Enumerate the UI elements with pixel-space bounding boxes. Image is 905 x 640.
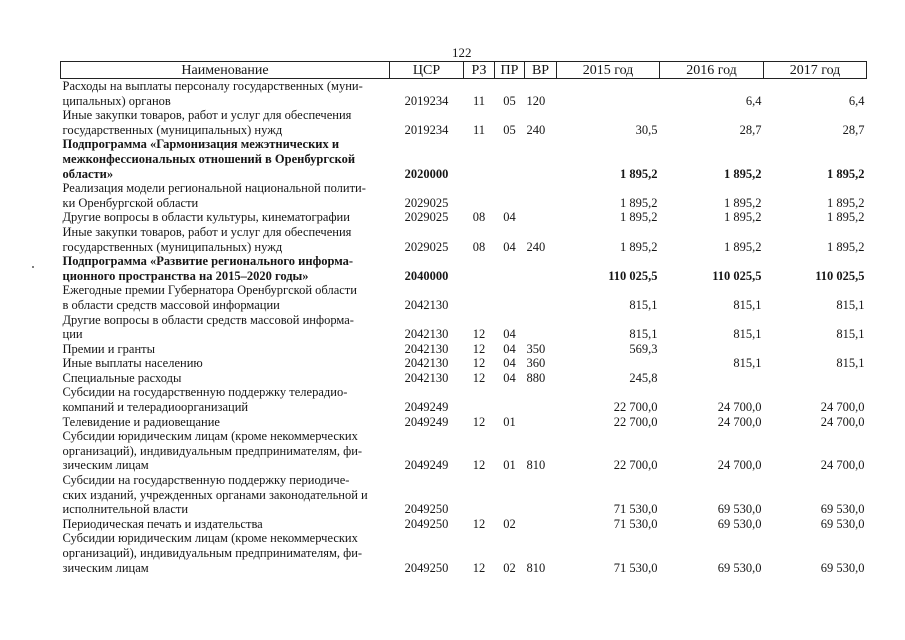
- cell-pr: [495, 283, 525, 312]
- cell-2015: 1 895,2: [620, 210, 658, 225]
- cell-csr: 2019234: [404, 93, 449, 108]
- cell-rz: 12: [472, 414, 486, 429]
- name-line: Подпрограмма «Развитие регионального информа-: [62, 254, 354, 269]
- cell-vr: [525, 385, 557, 414]
- cell-vr: [525, 313, 557, 342]
- table-row: [61, 531, 867, 575]
- name-line: Субсидии на государственную поддержку периодиче-: [62, 473, 350, 488]
- header-csr: ЦСР: [390, 62, 464, 79]
- cell-name: [61, 517, 390, 532]
- cell-name: [61, 181, 390, 210]
- cell-csr: 2049249: [404, 400, 449, 415]
- cell-csr: 2029025: [404, 210, 449, 225]
- cell-vr: [525, 283, 557, 312]
- header-name: Наименование: [61, 62, 390, 79]
- table-row: [61, 283, 867, 312]
- cell-2016: 815,1: [733, 356, 762, 371]
- cell-pr: 04: [503, 327, 516, 342]
- cell-rz: [464, 283, 495, 312]
- cell-csr: 2049250: [404, 502, 449, 517]
- cell-csr: 2019234: [404, 122, 449, 137]
- cell-rz: 12: [472, 370, 486, 385]
- cell-2015: 110 025,5: [608, 268, 658, 283]
- cell-name: [61, 473, 390, 517]
- cell-rz: 11: [472, 122, 486, 137]
- name-line: зическим лицам: [62, 560, 149, 575]
- name-line: ских изданий, учрежденных органами законодательной и: [62, 487, 368, 502]
- cell-rz: 12: [472, 458, 486, 473]
- cell-pr: [495, 473, 525, 517]
- table-row: [61, 225, 867, 254]
- cell-2017: 24 700,0: [820, 458, 865, 473]
- cell-2016: 24 700,0: [717, 414, 762, 429]
- name-line: Иные закупки товаров, работ и услуг для обеспечения: [62, 224, 352, 239]
- cell-pr: 04: [503, 356, 516, 371]
- cell-csr: 2029025: [404, 239, 449, 254]
- name-line: ципальных) органов: [62, 93, 171, 108]
- name-line: Другие вопросы в области культуры, кинематографии: [62, 210, 350, 225]
- cell-2017: 24 700,0: [820, 400, 865, 415]
- cell-vr: 810: [526, 458, 546, 473]
- header-2016: 2016 год: [660, 62, 764, 79]
- cell-2015: 1 895,2: [620, 195, 658, 210]
- cell-vr: [525, 137, 557, 181]
- header-2017: 2017 год: [764, 62, 867, 79]
- cell-2017: [764, 342, 867, 357]
- cell-2015: [557, 79, 660, 109]
- cell-2017: 815,1: [836, 297, 865, 312]
- cell-name: [61, 356, 390, 371]
- name-line: государственных (муниципальных) нужд: [62, 122, 283, 137]
- table-row: [61, 79, 867, 109]
- cell-2017: 1 895,2: [827, 195, 865, 210]
- cell-csr: 2049250: [404, 560, 449, 575]
- cell-name: [61, 108, 390, 137]
- cell-2017: 1 895,2: [827, 210, 865, 225]
- name-line: Ежегодные премии Губернатора Оренбургской области: [62, 283, 357, 298]
- cell-2017: 69 530,0: [820, 560, 865, 575]
- cell-name: [61, 137, 390, 181]
- header-rz: РЗ: [464, 62, 495, 79]
- name-line: Субсидии на государственную поддержку телерадио-: [62, 385, 348, 400]
- cell-pr: 01: [503, 414, 516, 429]
- name-line: Субсидии юридическим лицам (кроме некоммерческих: [62, 531, 358, 546]
- cell-pr: 01: [503, 458, 516, 473]
- cell-pr: 04: [503, 370, 516, 385]
- name-line: Телевидение и радиовещание: [62, 414, 220, 429]
- cell-2017: 815,1: [836, 356, 865, 371]
- page-number: 122: [452, 45, 472, 60]
- cell-vr: [525, 210, 557, 225]
- cell-2016: 69 530,0: [717, 516, 762, 531]
- cell-vr: 880: [526, 370, 546, 385]
- cell-csr: 2020000: [404, 166, 449, 181]
- cell-2015: 815,1: [629, 297, 658, 312]
- table-row: [61, 137, 867, 181]
- cell-vr: [525, 415, 557, 430]
- name-line: организаций), индивидуальным предпринимателям, фи-: [62, 546, 363, 560]
- cell-2016: 1 895,2: [724, 195, 762, 210]
- cell-vr: [525, 254, 557, 283]
- cell-csr: 2042130: [404, 370, 449, 385]
- cell-2016: [660, 371, 764, 386]
- table-row: [61, 181, 867, 210]
- name-line: исполнительной власти: [62, 502, 189, 517]
- table-row: [61, 313, 867, 342]
- cell-vr: [525, 181, 557, 210]
- cell-rz: 12: [472, 516, 486, 531]
- cell-csr: 2049249: [404, 414, 449, 429]
- name-line: Другие вопросы в области средств массовой информа-: [62, 312, 354, 327]
- cell-name: [61, 210, 390, 225]
- cell-vr: 240: [526, 239, 546, 254]
- cell-name: [61, 79, 390, 109]
- cell-2015: 245,8: [629, 370, 658, 385]
- name-line: Расходы на выплаты персоналу государственных (муни-: [62, 79, 363, 93]
- cell-2016: 69 530,0: [717, 560, 762, 575]
- cell-2017: 6,4: [848, 93, 865, 108]
- table-row: [61, 210, 867, 225]
- cell-2016: 24 700,0: [717, 400, 762, 415]
- cell-2015: 815,1: [629, 327, 658, 342]
- cell-name: [61, 385, 390, 414]
- cell-rz: 11: [472, 93, 486, 108]
- cell-name: [61, 531, 390, 575]
- cell-2015: 22 700,0: [613, 458, 658, 473]
- name-line: ционного пространства на 2015–2020 годы»: [62, 268, 309, 283]
- name-line: Периодическая печать и издательства: [62, 516, 263, 531]
- cell-2016: 1 895,2: [724, 239, 762, 254]
- name-line: ки Оренбургской области: [62, 195, 199, 210]
- cell-2015: 71 530,0: [613, 502, 658, 517]
- cell-2017: 69 530,0: [820, 516, 865, 531]
- cell-2016: 6,4: [745, 93, 762, 108]
- header-row: [61, 62, 867, 79]
- name-line: Иные выплаты населению: [62, 356, 203, 371]
- cell-pr: 02: [503, 560, 516, 575]
- table-row: [61, 108, 867, 137]
- cell-rz: 12: [472, 560, 486, 575]
- name-line: государственных (муниципальных) нужд: [62, 239, 283, 254]
- cell-csr: 2040000: [404, 268, 449, 283]
- cell-2016: 28,7: [739, 122, 762, 137]
- name-line: компаний и телерадиоорганизаций: [62, 400, 249, 415]
- cell-2015: 1 895,2: [620, 166, 658, 181]
- name-line: Специальные расходы: [62, 370, 182, 385]
- cell-pr: [495, 181, 525, 210]
- cell-2017: 815,1: [836, 327, 865, 342]
- cell-2015: 1 895,2: [620, 239, 658, 254]
- cell-2017: 69 530,0: [820, 502, 865, 517]
- cell-2015: 30,5: [635, 122, 658, 137]
- cell-csr: 2049249: [404, 458, 449, 473]
- cell-pr: [495, 254, 525, 283]
- cell-2016: 1 895,2: [724, 210, 762, 225]
- cell-2017: 24 700,0: [820, 414, 865, 429]
- table-row: [61, 385, 867, 414]
- cell-name: [61, 415, 390, 430]
- table-row: [61, 356, 867, 371]
- name-line: Подпрограмма «Гармонизация межэтнических и: [62, 137, 340, 152]
- cell-pr: [495, 137, 525, 181]
- name-line: области»: [62, 166, 114, 181]
- header-pr: ПР: [495, 62, 525, 79]
- table-row: [61, 517, 867, 532]
- table-row: [61, 342, 867, 357]
- table-row: [61, 473, 867, 517]
- cell-pr: 05: [503, 93, 516, 108]
- cell-2015: 71 530,0: [613, 560, 658, 575]
- cell-pr: 04: [503, 239, 516, 254]
- cell-2015: 22 700,0: [613, 414, 658, 429]
- name-line: организаций), индивидуальным предпринимателям, фи-: [62, 443, 363, 458]
- cell-pr: [495, 385, 525, 414]
- cell-csr: 2049250: [404, 516, 449, 531]
- cell-2016: [660, 342, 764, 357]
- cell-name: [61, 371, 390, 386]
- cell-name: [61, 429, 390, 473]
- cell-name: [61, 254, 390, 283]
- name-line: Премии и гранты: [62, 341, 156, 356]
- cell-pr: 02: [503, 516, 516, 531]
- name-line: Субсидии юридическим лицам (кроме некоммерческих: [62, 429, 358, 444]
- cell-rz: 12: [472, 327, 486, 342]
- cell-name: [61, 225, 390, 254]
- cell-rz: [464, 473, 495, 517]
- cell-2017: 1 895,2: [827, 239, 865, 254]
- cell-2016: 24 700,0: [717, 458, 762, 473]
- cell-2016: 815,1: [733, 327, 762, 342]
- table-row: [61, 415, 867, 430]
- cell-2016: 815,1: [733, 297, 762, 312]
- cell-name: [61, 313, 390, 342]
- name-line: Реализация модели региональной национальной полити-: [62, 181, 366, 196]
- cell-2017: 110 025,5: [815, 268, 865, 283]
- name-line: межконфессиональных отношений в Оренбургской: [62, 151, 356, 166]
- cell-vr: [525, 517, 557, 532]
- table-row: [61, 254, 867, 283]
- cell-2015: [557, 356, 660, 371]
- header-2015: 2015 год: [557, 62, 660, 79]
- cell-2015: 569,3: [629, 341, 658, 356]
- cell-rz: [464, 181, 495, 210]
- cell-vr: 360: [526, 356, 546, 371]
- cell-vr: 120: [526, 93, 546, 108]
- name-line: зическим лицам: [62, 458, 149, 473]
- cell-pr: 04: [503, 210, 516, 225]
- cell-2016: 110 025,5: [712, 268, 762, 283]
- stray-mark: [32, 266, 34, 268]
- cell-vr: [525, 473, 557, 517]
- cell-name: [61, 283, 390, 312]
- cell-rz: 12: [472, 341, 486, 356]
- cell-csr: 2029025: [404, 195, 449, 210]
- cell-rz: [464, 385, 495, 414]
- cell-vr: 240: [526, 122, 546, 137]
- cell-2017: 1 895,2: [827, 166, 865, 181]
- cell-2017: 28,7: [842, 122, 865, 137]
- cell-2017: [764, 371, 867, 386]
- cell-rz: [464, 254, 495, 283]
- cell-rz: 08: [472, 239, 486, 254]
- header-vr: ВР: [525, 62, 557, 79]
- cell-2016: 69 530,0: [717, 502, 762, 517]
- cell-csr: 2042130: [404, 341, 449, 356]
- cell-2016: 1 895,2: [724, 166, 762, 181]
- cell-pr: 05: [503, 122, 516, 137]
- cell-pr: 04: [503, 341, 516, 356]
- name-line: Иные закупки товаров, работ и услуг для обеспечения: [62, 108, 352, 123]
- cell-csr: 2042130: [404, 327, 449, 342]
- cell-vr: 350: [526, 341, 546, 356]
- cell-rz: 08: [472, 210, 486, 225]
- cell-name: [61, 342, 390, 357]
- cell-csr: 2042130: [404, 356, 449, 371]
- table-row: [61, 429, 867, 473]
- name-line: в области средств массовой информации: [62, 297, 280, 312]
- cell-2015: 22 700,0: [613, 400, 658, 415]
- cell-rz: [464, 137, 495, 181]
- table-row: [61, 371, 867, 386]
- cell-vr: 810: [526, 560, 546, 575]
- cell-2015: 71 530,0: [613, 516, 658, 531]
- budget-table: [60, 61, 867, 575]
- name-line: ции: [62, 327, 83, 342]
- cell-rz: 12: [472, 356, 486, 371]
- cell-csr: 2042130: [404, 297, 449, 312]
